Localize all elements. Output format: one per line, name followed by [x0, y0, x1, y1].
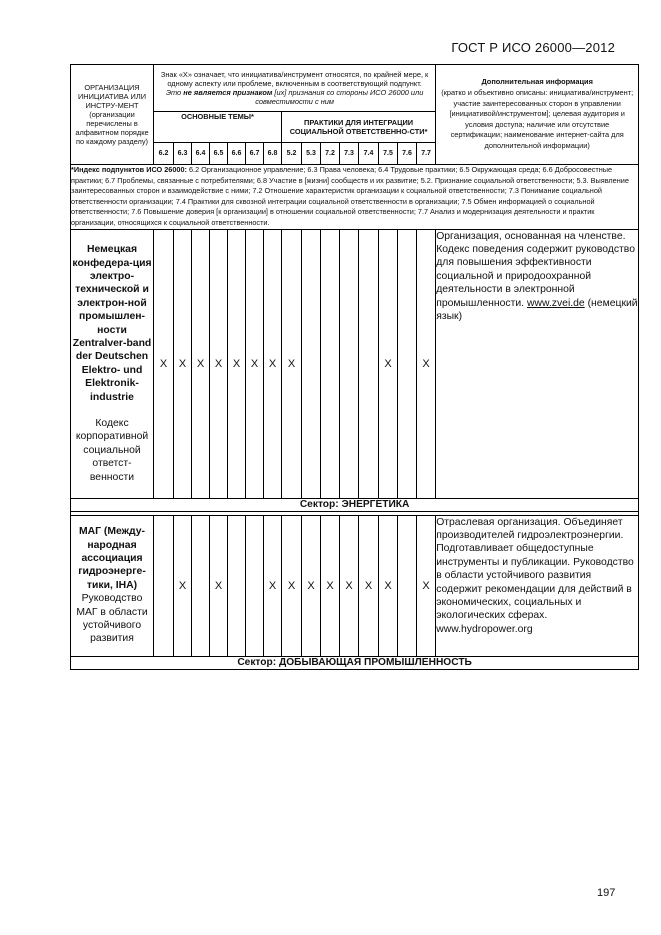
subclause-index [71, 165, 639, 230]
code-cell: 7.5 [379, 143, 398, 165]
mark-cell: X [321, 515, 340, 656]
mark-cell [359, 229, 379, 498]
sector-heading-energy: Сектор: ЭНЕРГЕТИКА [71, 498, 639, 511]
initiatives-table [70, 64, 639, 670]
mark-cell: X [417, 515, 436, 656]
mark-cell [398, 229, 417, 498]
sector-heading-mining: Сектор: ДОБЫВАЮЩАЯ ПРОМЫШЛЕННОСТЬ [71, 656, 639, 669]
practices-header: ПРАКТИКИ ДЛЯ ИНТЕГРАЦИИ СОЦИАЛЬНОЙ ОТВЕТСТВЕННО-СТИ* [282, 112, 436, 143]
code-cell: 6.2 [154, 143, 174, 165]
info-text: Организация, основанная на членстве. Кодекс поведения содержит руководство для повышения эффективности социальной и природоохранной деятельности в электронной промышленности. [436, 230, 635, 309]
additional-info-header [436, 65, 639, 165]
mark-cell: X [228, 229, 246, 498]
mark-cell: X [154, 229, 174, 498]
mark-cell: X [210, 515, 228, 656]
mark-cell [321, 229, 340, 498]
mark-cell: X [282, 229, 302, 498]
code-cell: 7.2 [321, 143, 340, 165]
mark-cell: X [359, 515, 379, 656]
instrument-name: Руководство МАГ в области устойчивого развития [76, 593, 148, 645]
marking-note: Знак «X» означает, что инициатива/инструмент относятся, по крайней мере, к одному аспекту или проблеме, включенным в соответствующий подпункт. Это не является признаком [их] признания со стороны ИСО 26000 или совместимости с ним [154, 65, 436, 112]
organization-cell [71, 515, 154, 656]
organization-cell [71, 229, 154, 498]
code-cell: 7.3 [340, 143, 359, 165]
index-text: 6.2 Организационное управление; 6.3 Права человека; 6.4 Трудовые практики; 6.5 Окружающая среда; 6.6 Добросовестные практики; 6.7 Проблемы, связанные с потребителями; 6.8 Участие в [жизни] сообществ и их развитие; 5.2. Признание социальной ответственности; 5.3. Выявление заинтересованных сторон и взаимодействие с ними; 7.2 Отношение характеристик организации к социальной ответственности; 7.3 Понимание социальной ответственности организации; 7.4 Практики для сквозной интеграции социальной ответственности в организации; 7.5 Обмен информацией о социальной ответственности; 7.6 Повышение доверия [к организации] в отношении социальной ответственности; 7.7 Анализ и модернизация деятельности и практик организации, относящихся к социальной ответственности. [71, 165, 629, 227]
mark-cell [192, 515, 210, 656]
mark-cell [228, 515, 246, 656]
code-cell: 7.4 [359, 143, 379, 165]
mark-cell [398, 515, 417, 656]
code-cell: 6.4 [192, 143, 210, 165]
mark-cell: X [282, 515, 302, 656]
code-cell: 6.6 [228, 143, 246, 165]
standard-designation: ГОСТ Р ИСО 26000—2012 [451, 40, 615, 55]
instrument-name: Кодекс корпоративной социальной ответст-венности [75, 417, 149, 483]
code-cell: 6.5 [210, 143, 228, 165]
website-link[interactable]: www.zvei.de [526, 297, 585, 309]
index-label: *Индекс подпунктов ИСО 26000: [71, 165, 187, 174]
page-number: 197 [597, 887, 616, 899]
org-column-header: ОРГАНИЗАЦИЯ ИНИЦИАТИВА ИЛИ ИНСТРУ-МЕНТ (организации перечислены в алфавитном порядке по каждому разделу) [71, 65, 154, 165]
mark-cell: X [379, 515, 398, 656]
core-subjects-header: ОСНОВНЫЕ ТЕМЫ* [154, 112, 282, 143]
mark-cell [246, 515, 264, 656]
mark-cell: X [379, 229, 398, 498]
additional-info-text: (кратко и объективно описаны: инициатива/инструмент; участие заинтересованных сторон в управлении [инициативой/инструментом]; целевая аудитория и условия доступа; наличие или отсутствие сертификации; наименование интернет-сайта для дополнительной информации) [441, 88, 634, 150]
additional-info-cell [436, 229, 639, 498]
mark-cell: X [302, 515, 321, 656]
code-cell: 6.3 [174, 143, 192, 165]
organization-name: МАГ (Между-народная ассоциация гидроэнерге-тики, IHA) [78, 526, 146, 591]
info-text: Отраслевая организация. Объединяет производителей гидроэлектроэнергии. Подготавливает общедоступные инструменты и публикации. Руководство в области устойчивого развития содержит рекомендации для действий в экономических, социальных и экологических сферах. [436, 516, 634, 622]
table-row [71, 229, 639, 498]
mark-cell: X [264, 515, 282, 656]
table-row [71, 515, 639, 656]
mark-cell: X [192, 229, 210, 498]
mark-cell: X [246, 229, 264, 498]
code-cell: 7.7 [417, 143, 436, 165]
organization-name: Немецкая конфедера-ция электро-технической и электрон-ной промышлен-ности Zentralver-band der Deutschen Elektro- und Elektronik-industrie [72, 244, 152, 403]
mark-cell [302, 229, 321, 498]
website-link[interactable]: www.hydropower.org [436, 623, 533, 635]
mark-cell [154, 515, 174, 656]
mark-cell: X [174, 229, 192, 498]
code-cell: 5.2 [282, 143, 302, 165]
mark-cell: X [417, 229, 436, 498]
code-cell: 6.8 [264, 143, 282, 165]
mark-cell [340, 229, 359, 498]
mark-cell: X [264, 229, 282, 498]
mark-cell: X [210, 229, 228, 498]
additional-info-title: Дополнительная информация [481, 77, 593, 87]
code-cell: 7.6 [398, 143, 417, 165]
note-line-1: Знак «X» означает, что инициатива/инструмент относятся, по крайней мере, к одному аспекту или проблеме, включенным в соответствующий подпункт. [160, 70, 429, 88]
additional-info-cell [436, 515, 639, 656]
mark-cell: X [340, 515, 359, 656]
link-note: (немецкий язык) [436, 297, 638, 322]
code-cell: 5.3 [302, 143, 321, 165]
code-cell: 6.7 [246, 143, 264, 165]
mark-cell: X [174, 515, 192, 656]
